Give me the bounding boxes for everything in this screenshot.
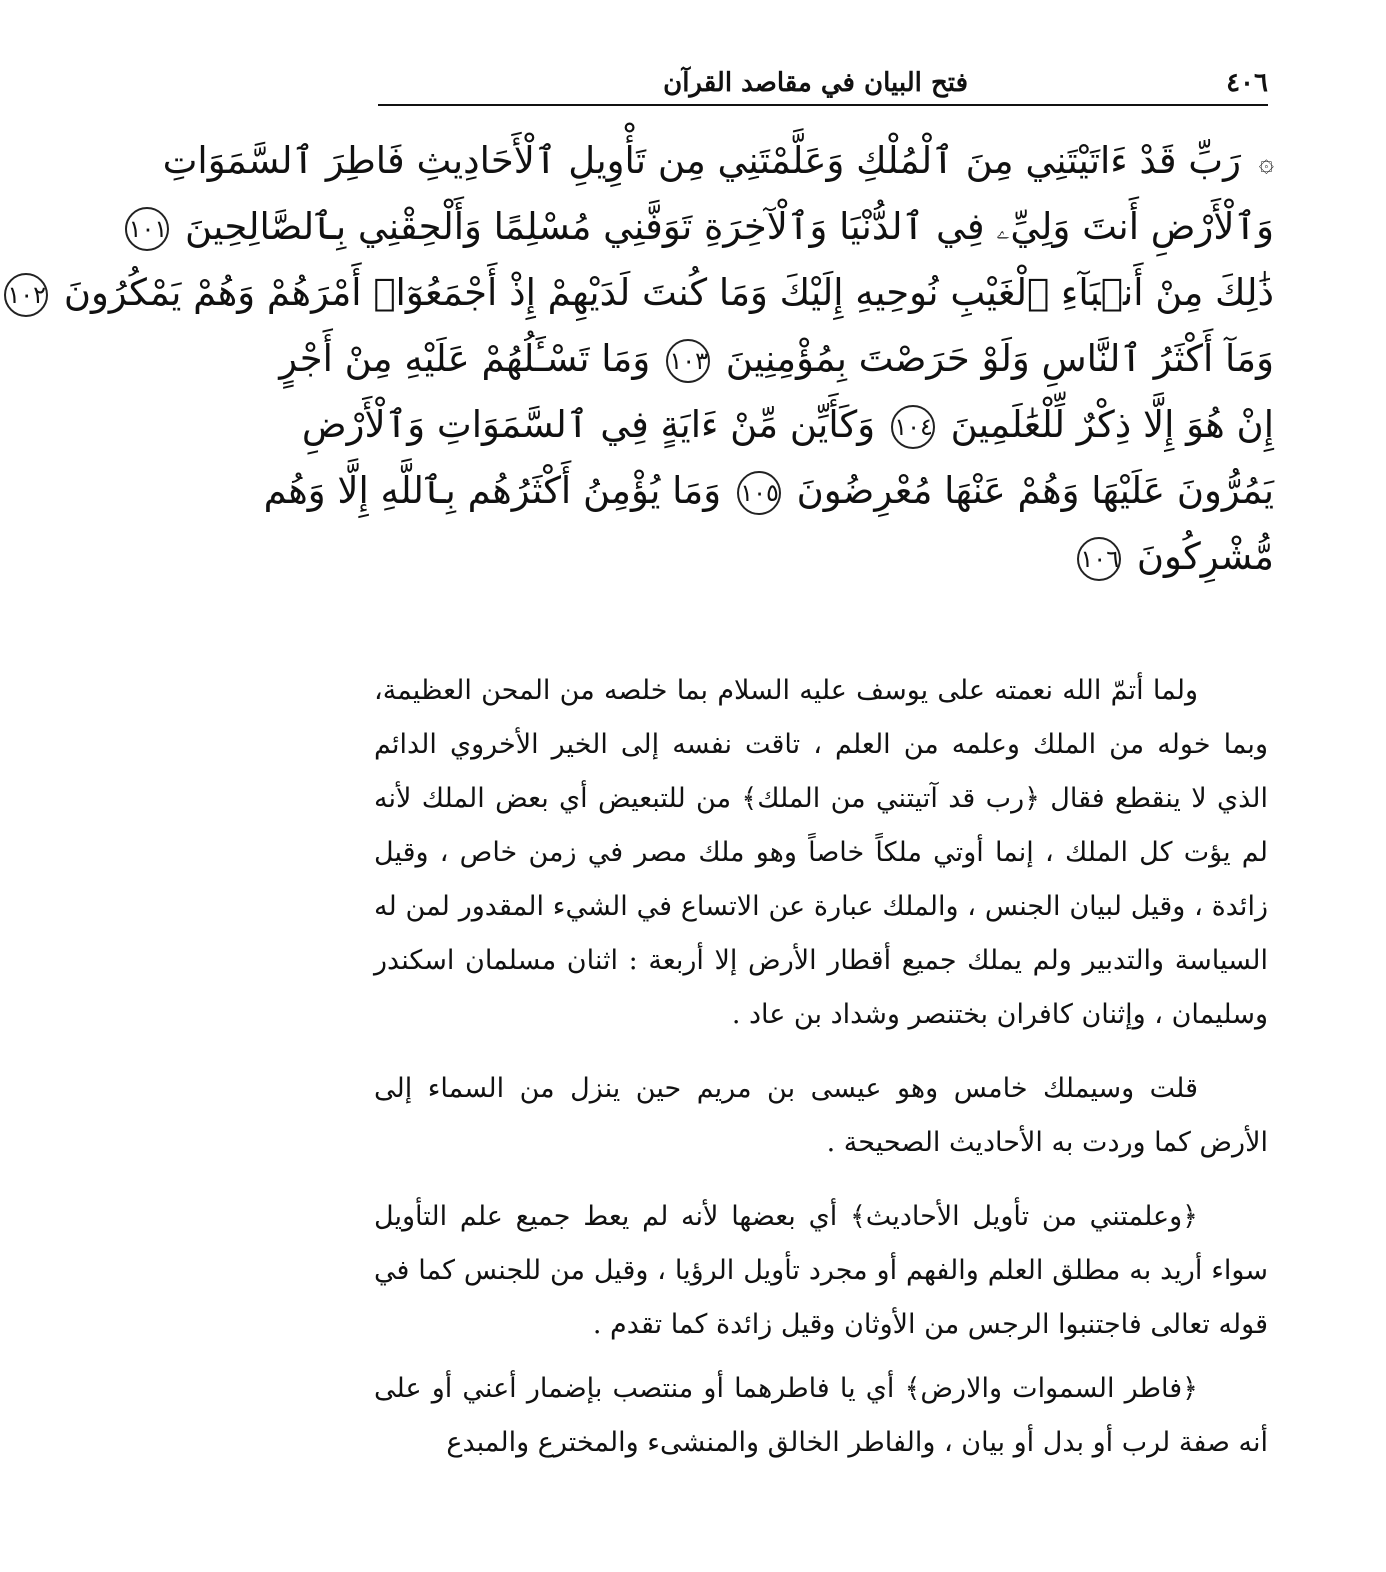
book-page bbox=[7, 0, 1386, 1572]
verse-text: وَمَآ أَكْثَرُ ٱلنَّاسِ وَلَوْ حَرَصْتَ بِمُؤْمِنِينَ bbox=[725, 337, 1274, 380]
verse-text: رَبِّ قَدْ ءَاتَيْتَنِي مِنَ ٱلْمُلْكِ وَعَلَّمْتَنِي مِن تَأْوِيلِ ٱلْأَحَادِيثِ فَاطِرَ ٱلسَّمَوَاتِ bbox=[162, 139, 1241, 182]
verse-text: وَٱلْأَرْضِ أَنتَ وَلِيِّۦ فِي ٱلدُّنْيَا وَٱلْآخِرَةِ تَوَفَّنِي مُسْلِمًا وَأَلْحِقْنِي بِٱلصَّالِحِينَ bbox=[185, 205, 1274, 248]
book-title: فتح البيان في مقاصد القرآن bbox=[663, 68, 968, 98]
verse-text: وَمَا يُؤْمِنُ أَكْثَرُهُم بِٱللَّهِ إِلَّا وَهُم bbox=[263, 469, 722, 512]
ayah-number-marker: ١٠٤ bbox=[891, 405, 935, 449]
quran-line bbox=[279, 326, 1274, 392]
verse-text: وَكَأَيِّن مِّنْ ءَايَةٍ فِي ٱلسَّمَوَاتِ وَٱلْأَرْضِ bbox=[301, 403, 876, 446]
verse-text: مُّشْرِكُونَ bbox=[1136, 535, 1274, 578]
page-number: ٤٠٦ bbox=[1226, 68, 1268, 98]
commentary-paragraph bbox=[374, 1190, 1268, 1352]
quoted-verse: ﴿رب قد آتيتني من الملك﴾ bbox=[741, 783, 1040, 814]
quoted-verse: ﴿وعلمتني من تأويل الأحاديث﴾ bbox=[849, 1201, 1199, 1232]
verse-text: ذَٰلِكَ مِنْ أَنۢبَآءِ ٱلْغَيْبِ نُوحِيهِ إِلَيْكَ وَمَا كُنتَ لَدَيْهِمْ إِذْ أَجْمَعُوٓا۟ أَمْرَهُمْ وَهُمْ يَمْكُرُونَ bbox=[63, 271, 1274, 314]
verse-text: يَمُرُّونَ عَلَيْهَا وَهُمْ عَنْهَا مُعْرِضُونَ bbox=[796, 469, 1274, 512]
ayah-number-marker: ١٠١ bbox=[125, 207, 169, 251]
commentary-paragraph bbox=[374, 1362, 1268, 1470]
quran-line bbox=[301, 392, 1274, 458]
ayah-number-marker: ١٠٦ bbox=[1077, 537, 1121, 581]
quoted-verse: ﴿فاطر السموات والارض﴾ bbox=[904, 1373, 1198, 1404]
commentary-text bbox=[374, 664, 1268, 1470]
ayah-number-marker: ١٠٣ bbox=[666, 339, 710, 383]
quran-line bbox=[374, 524, 1274, 590]
ayah-number-marker: ١٠٢ bbox=[4, 273, 48, 317]
paragraph-text: من للتبعيض أي بعض الملك لأنه لم يؤت كل الملك ، إنما أوتي ملكاً خاصاً وهو ملك مصر في زمن خاص ، وقيل زائدة ، وقيل لبيان الجنس ، والملك عبارة عن الاتساع في الشيء المقدور لمن له السياسة والتدبير ولم يملك جميع أقطار الأرض إلا أربعة : اثنان مسلمان اسكندر وسليمان ، وإثنان كافران بختنصر وشداد بن عاد . bbox=[374, 783, 1268, 1030]
running-head bbox=[378, 58, 1268, 106]
ayah-number-marker: ١٠٥ bbox=[737, 471, 781, 515]
quran-line bbox=[7, 260, 1274, 326]
paragraph-text: أي يا فاطرهما أو منتصب بإضمار أعني أو على أنه صفة لرب أو بدل أو بيان ، والفاطر الخالق والمنشىء والمخترع والمبدع bbox=[374, 1373, 1268, 1458]
quran-line bbox=[263, 458, 1274, 524]
commentary-paragraph bbox=[374, 664, 1268, 1042]
paragraph-text: ولما أتمّ الله نعمته على يوسف عليه السلام بما خلصه من المحن العظيمة، وبما خوله من الملك وعلمه من العلم ، تاقت نفسه إلى الخير الأخروي الدائم الذي لا ينقطع فقال bbox=[374, 675, 1268, 814]
verse-text: إِنْ هُوَ إِلَّا ذِكْرٌ لِّلْعَٰلَمِينَ bbox=[950, 403, 1274, 446]
verse-text: وَمَا تَسْـَٔلُهُمْ عَلَيْهِ مِنْ أَجْرٍ bbox=[279, 337, 651, 380]
paragraph-text: قلت وسيملك خامس وهو عيسى بن مريم حين ينزل من السماء إلى الأرض كما وردت به الأحاديث الصحيحة . bbox=[374, 1073, 1268, 1158]
paragraph-text: أي بعضها لأنه لم يعط جميع علم التأويل سواء أريد به مطلق العلم والفهم أو مجرد تأويل الرؤيا ، وقيل من للجنس كما في قوله تعالى فاجتنبوا الرجس من الأوثان وقيل زائدة كما تقدم . bbox=[374, 1201, 1268, 1340]
quran-line bbox=[162, 128, 1274, 194]
quran-verses-block bbox=[7, 128, 1274, 590]
commentary-paragraph bbox=[374, 1062, 1268, 1170]
quran-line bbox=[128, 194, 1274, 260]
hizb-ornament-icon: ۞ bbox=[1258, 147, 1274, 178]
